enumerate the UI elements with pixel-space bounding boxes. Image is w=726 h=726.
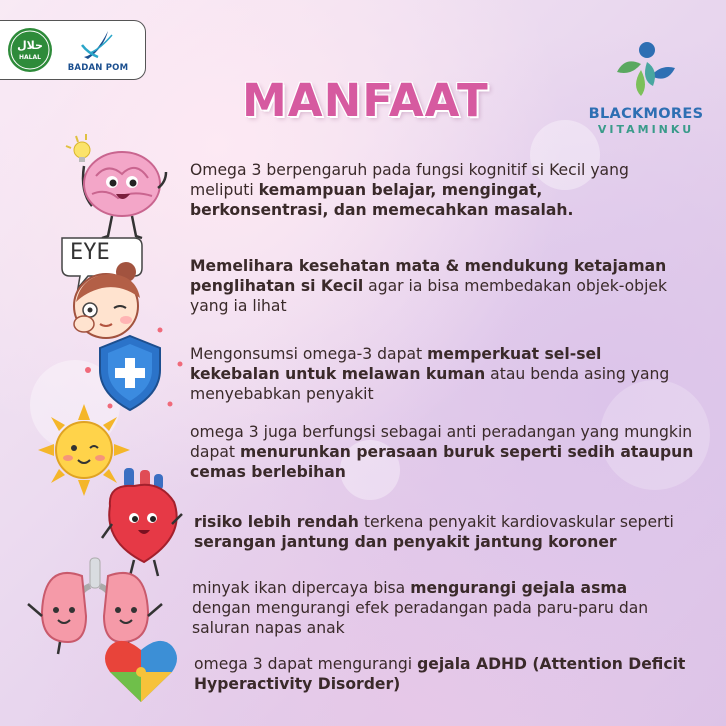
benefit-text-emphasis: gejala ADHD (Attention Deficit Hyperactivity Disorder) [194, 655, 686, 693]
brand-logo [586, 40, 706, 136]
puzzle-heart-icon [102, 636, 180, 706]
benefit-text-emphasis: kemampuan belajar, mengingat, berkonsentrasi, dan memecahkan masalah. [190, 181, 574, 219]
benefit-text-emphasis: risiko lebih rendah [194, 513, 359, 531]
page-title: MANFAAT [242, 74, 489, 127]
badan-pom-label: BADAN POM [67, 63, 129, 73]
benefit-text-segment: minyak ikan dipercaya bisa [192, 579, 411, 597]
certification-box [0, 20, 146, 80]
brand-subtitle: VITAMINKU [597, 123, 695, 136]
blackmores-emblem-icon [611, 40, 681, 100]
benefit-text-segment: omega 3 dapat mengurangi [194, 655, 418, 673]
benefit-text-emphasis: menurunkan perasaan buruk seperti sedih ataupun cemas berlebihan [190, 443, 694, 481]
eye-caption: EYE [70, 240, 110, 265]
benefit-text-segment: dengan mengurangi efek peradangan pada paru-paru dan saluran napas anak [192, 599, 649, 637]
benefit-text-emphasis: memperkuat sel-sel kekebalan untuk melawan kuman [190, 345, 602, 383]
benefit-text-segment: Mengonsumsi omega-3 dapat [190, 345, 428, 363]
benefit-text-emphasis: Memelihara kesehatan mata & mendukung ketajaman penglihatan si Kecil [190, 257, 667, 295]
benefit-text [190, 256, 670, 316]
halal-arabic-text: حلال [17, 39, 43, 52]
benefit-text-segment: agar ia bisa membedakan objek-objek yang ia lihat [190, 277, 668, 315]
benefit-text-segment: omega 3 juga berfungsi sebagai anti peradangan yang mungkin dapat [190, 423, 693, 461]
halal-logo [7, 27, 53, 73]
benefit-text [190, 422, 700, 482]
benefit-text [194, 512, 704, 552]
badan-pom-logo [67, 27, 129, 73]
brand-name: BLACKMORES [588, 106, 704, 122]
halal-label: HALAL [19, 54, 41, 61]
benefit-text [194, 654, 724, 694]
benefit-text-emphasis: serangan jantung dan penyakit jantung koroner [194, 533, 617, 551]
badan-pom-emblem-icon [78, 27, 118, 61]
benefit-text-segment: atau benda asing yang menyebabkan penyakit [190, 365, 670, 403]
benefit-text-segment: terkena penyakit kardiovaskular seperti [358, 513, 674, 531]
benefit-text [190, 160, 660, 220]
brain-icon [62, 132, 172, 244]
benefit-text-segment: Omega 3 berpengaruh pada fungsi kognitif si Kecil yang meliputi [190, 161, 629, 199]
benefit-text [192, 578, 672, 638]
benefit-text [190, 344, 670, 404]
benefit-text-emphasis: mengurangi gejala asma [410, 579, 628, 597]
